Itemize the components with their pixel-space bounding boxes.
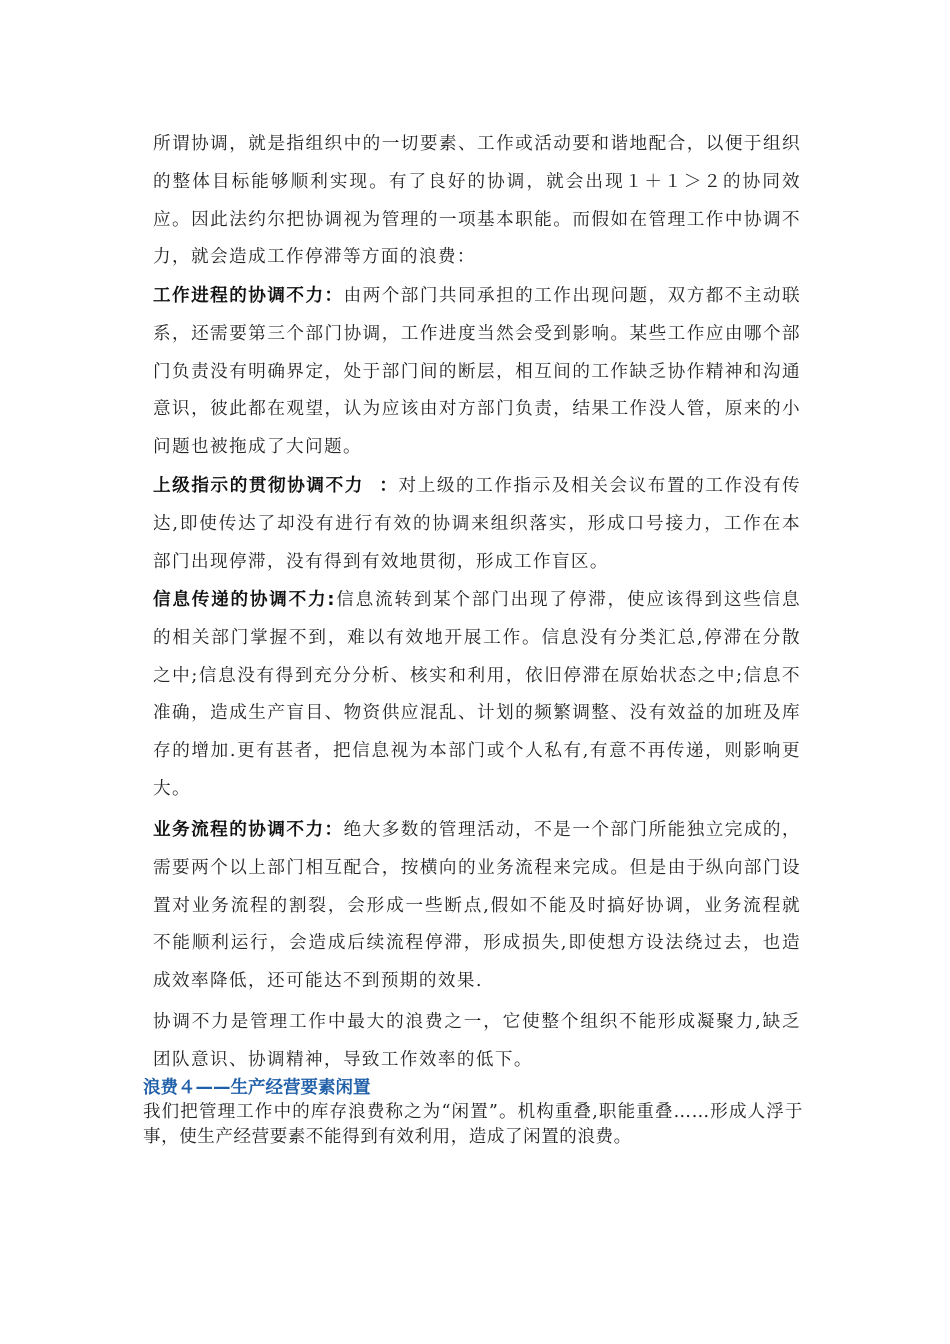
section-lead: 业务流程的协调不力： xyxy=(153,820,344,840)
intro-paragraph: 所谓协调，就是指组织中的一切要素、工作或活动要和谐地配合，以便于组织的整体目标能够顺利实现。有了良好的协调，就会出现１＋１＞２的协同效应。因此法约尔把协调视为管理的一项基本职能。而假如在管理工作中协调不力，就会造成工作停滞等方面的浪费： xyxy=(153,134,801,268)
section-body: 由两个部门共同承担的工作出现问题，双方都不主动联系，还需要第三个部门协调，工作进度当然会受到影响。某些工作应由哪个部门负责没有明确界定，处于部门间的断层，相互间的工作缺乏协作精神和沟通意识，彼此都在观望，认为应该由对方部门负责，结果工作没人管，原来的小问题也被拖成了大问题。 xyxy=(153,286,801,458)
section-body: 绝大多数的管理活动，不是一个部门所能独立完成的，需要两个以上部门相互配合，按横向的业务流程来完成。但是由于纵向部门设置对业务流程的割裂，会形成一些断点,假如不能及时搞好协调，业务流程就不能顺利运行，会造成后续流程停滞，形成损失,即使想方设法绕过去，也造成效率降低，还可能达不到预期的效果. xyxy=(153,820,801,992)
section-lead: 工作进程的协调不力： xyxy=(153,286,344,306)
section-lead: 上级指示的贯彻协调不力 ： xyxy=(153,476,399,496)
waste4-heading: 浪费４——生产经营要素闲置 xyxy=(143,1078,371,1098)
section-lead: 信息传递的协调不力: xyxy=(153,590,336,610)
conclusion-paragraph: 协调不力是管理工作中最大的浪费之一，它使整个组织不能形成凝聚力,缺乏团队意识、协调精神，导致工作效率的低下。 xyxy=(153,1012,801,1070)
section-workflow-progress xyxy=(153,278,801,467)
section-body: 信息流转到某个部门出现了停滞，使应该得到这些信息的相关部门掌握不到，难以有效地开展工作。信息没有分类汇总,停滞在分散之中;信息没有得到充分分析、核实和利用，依旧停滞在原始状态之中;信息不准确，造成生产盲目、物资供应混乱、计划的频繁调整、没有效益的加班及库存的增加.更有甚者，把信息视为本部门或个人私有,有意不再传递，则影响更大。 xyxy=(153,590,801,799)
waste4-body: 我们把管理工作中的库存浪费称之为“闲置”。机构重叠,职能重叠……形成人浮于事，使生产经营要素不能得到有效利用，造成了闲置的浪费。 xyxy=(143,1102,803,1147)
section-body: 对上级的工作指示及相关会议布置的工作没有传达,即使传达了却没有进行有效的协调来组织落实，形成口号接力，工作在本部门出现停滞，没有得到有效地贯彻，形成工作盲区。 xyxy=(153,476,801,572)
section-information-transfer xyxy=(153,582,801,809)
section-superior-instructions xyxy=(153,468,801,581)
section-business-process xyxy=(153,812,801,1001)
